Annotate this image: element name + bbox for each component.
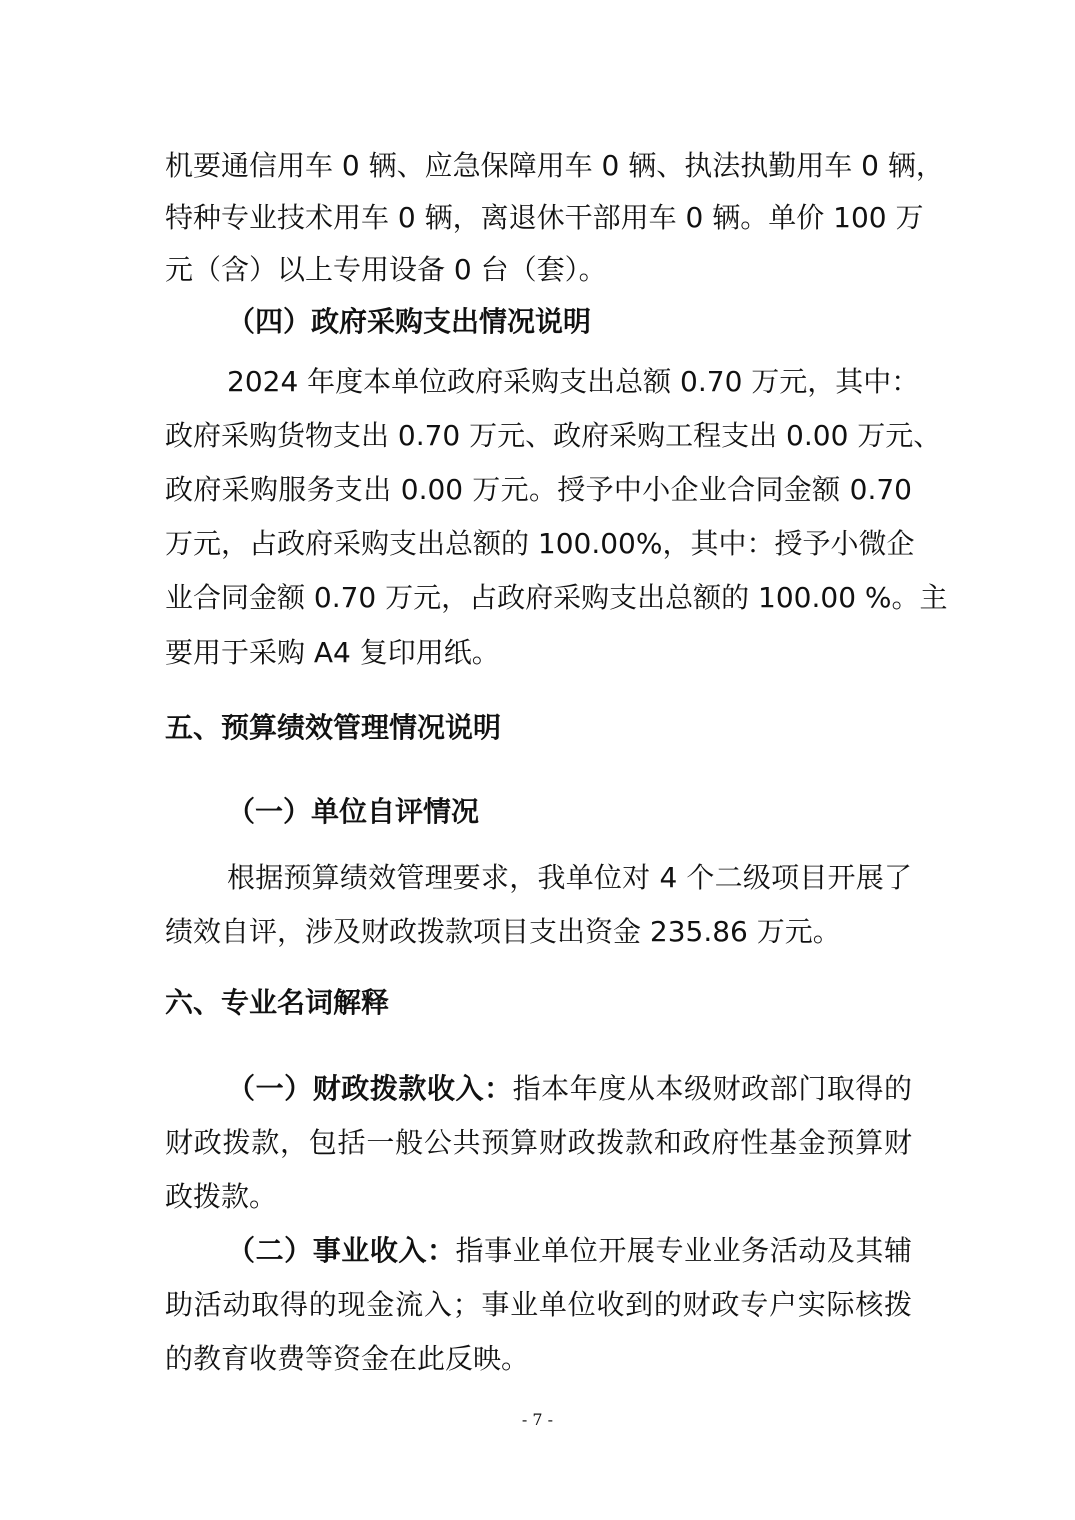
term-business-income xyxy=(227,1233,912,1269)
page-number: - 7 - xyxy=(521,1410,554,1429)
body-line: 业合同金额 0.70 万元，占政府采购支出总额的 100.00 %。主 xyxy=(165,581,948,614)
body-line: 元（含）以上专用设备 0 台（套）。 xyxy=(165,253,607,286)
term-definition: 指事业单位开展专业业务活动及其辅 xyxy=(455,1234,912,1267)
subheading-self-eval: （一）单位自评情况 xyxy=(227,795,480,828)
body-line: 绩效自评，涉及财政拨款项目支出资金 235.86 万元。 xyxy=(165,915,841,948)
subheading-procurement: （四）政府采购支出情况说明 xyxy=(227,305,592,338)
body-line: 特种专业技术用车 0 辆，离退休干部用车 0 辆。单价 100 万 xyxy=(165,201,924,234)
body-line: 的教育收费等资金在此反映。 xyxy=(165,1342,530,1375)
body-line: 助活动取得的现金流入；事业单位收到的财政专户实际核拨 xyxy=(165,1288,912,1321)
body-line: 政府采购货物支出 0.70 万元、政府采购工程支出 0.00 万元、 xyxy=(165,419,942,452)
body-line: 政拨款。 xyxy=(165,1180,278,1213)
term-label: （二）事业收入： xyxy=(227,1234,456,1267)
body-line: 要用于采购 A4 复印用纸。 xyxy=(165,636,500,669)
body-line: 2024 年度本单位政府采购支出总额 0.70 万元，其中： xyxy=(227,365,920,398)
section-title-5: 五、预算绩效管理情况说明 xyxy=(165,711,502,744)
body-line: 根据预算绩效管理要求，我单位对 4 个二级项目开展了 xyxy=(227,861,912,894)
term-label: （一）财政拨款收入： xyxy=(227,1072,513,1105)
term-fiscal-appropriation xyxy=(227,1071,912,1107)
body-line: 万元，占政府采购支出总额的 100.00%，其中：授予小微企 xyxy=(165,527,915,560)
term-definition: 指本年度从本级财政部门取得的 xyxy=(512,1072,912,1105)
section-title-6: 六、专业名词解释 xyxy=(165,986,390,1019)
body-line: 财政拨款，包括一般公共预算财政拨款和政府性基金预算财 xyxy=(165,1126,912,1159)
body-line: 机要通信用车 0 辆、应急保障用车 0 辆、执法执勤用车 0 辆， xyxy=(165,149,944,182)
body-line: 政府采购服务支出 0.00 万元。授予中小企业合同金额 0.70 xyxy=(165,473,912,506)
